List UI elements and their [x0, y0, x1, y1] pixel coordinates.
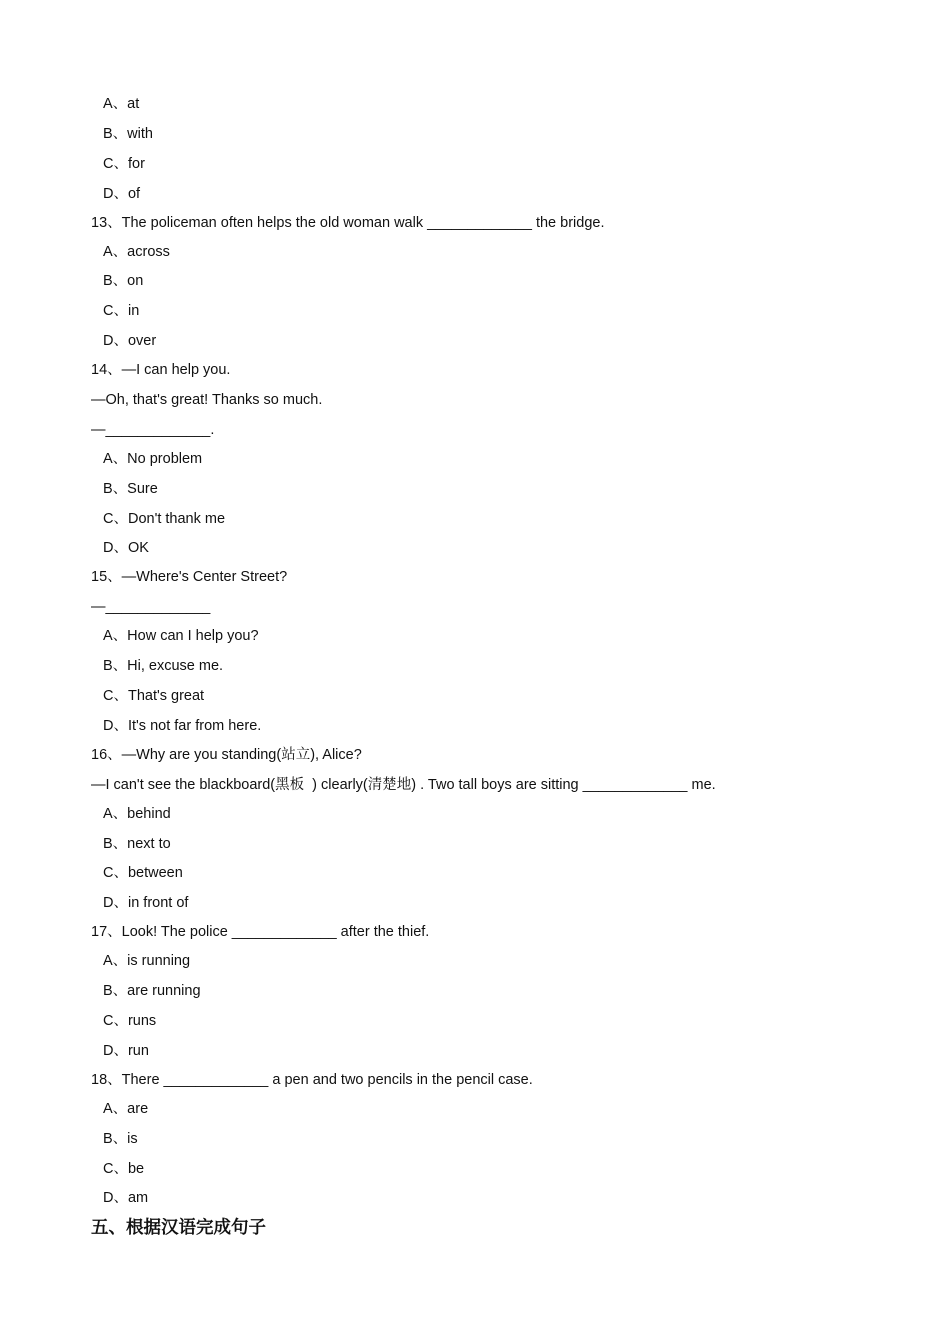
- q18-option-d: D、am: [103, 1190, 149, 1206]
- q17-stem: 17、Look! The police _____________ after the thief.: [91, 924, 430, 940]
- q15-stem: 15、—Where's Center Street?: [91, 569, 288, 585]
- q12-option-a: A、at: [103, 96, 140, 112]
- q17-option-a: A、is running: [103, 953, 191, 969]
- q12-option-b: B、with: [103, 126, 153, 142]
- q18-option-c: C、be: [103, 1161, 145, 1177]
- q16-option-d: D、in front of: [103, 895, 189, 911]
- q17-option-b: B、are running: [103, 983, 201, 999]
- q14-line2: —Oh, that's great! Thanks so much.: [91, 392, 323, 408]
- q15-option-c: C、That's great: [103, 688, 205, 704]
- q15-option-a: A、How can I help you?: [103, 628, 259, 644]
- q12-option-c: C、for: [103, 156, 145, 172]
- q13-option-d: D、over: [103, 333, 157, 349]
- q13-option-b: B、on: [103, 273, 144, 289]
- q16-line2: —I can't see the blackboard(黑板 ) clearly(清楚地) . Two tall boys are sitting _____________ me.: [91, 777, 716, 793]
- q18-option-b: B、is: [103, 1131, 138, 1147]
- q14-option-b: B、Sure: [103, 481, 158, 497]
- q12-option-d: D、of: [103, 186, 141, 202]
- q16-option-c: C、between: [103, 865, 183, 881]
- q14-option-c: C、Don't thank me: [103, 511, 226, 527]
- q16-option-b: B、next to: [103, 836, 171, 852]
- q16-stem: 16、—Why are you standing(站立), Alice?: [91, 747, 362, 763]
- q14-line3: —_____________.: [91, 422, 215, 438]
- q13-option-c: C、in: [103, 303, 140, 319]
- q17-option-c: C、runs: [103, 1013, 157, 1029]
- q15-option-d: D、It's not far from here.: [103, 718, 262, 734]
- q17-option-d: D、run: [103, 1043, 149, 1059]
- q13-option-a: A、across: [103, 244, 170, 260]
- q16-option-a: A、behind: [103, 806, 171, 822]
- q18-stem: 18、There _____________ a pen and two pencils in the pencil case.: [91, 1072, 533, 1088]
- q14-option-d: D、OK: [103, 540, 149, 556]
- section-5-title: 五、根据汉语完成句子: [91, 1218, 266, 1238]
- q14-stem: 14、—I can help you.: [91, 362, 231, 378]
- q18-option-a: A、are: [103, 1101, 149, 1117]
- q13-stem: 13、The policeman often helps the old woman walk _____________ the bridge.: [91, 215, 605, 231]
- q15-option-b: B、Hi, excuse me.: [103, 658, 224, 674]
- q15-line2: —_____________: [91, 599, 211, 615]
- q14-option-a: A、No problem: [103, 451, 203, 467]
